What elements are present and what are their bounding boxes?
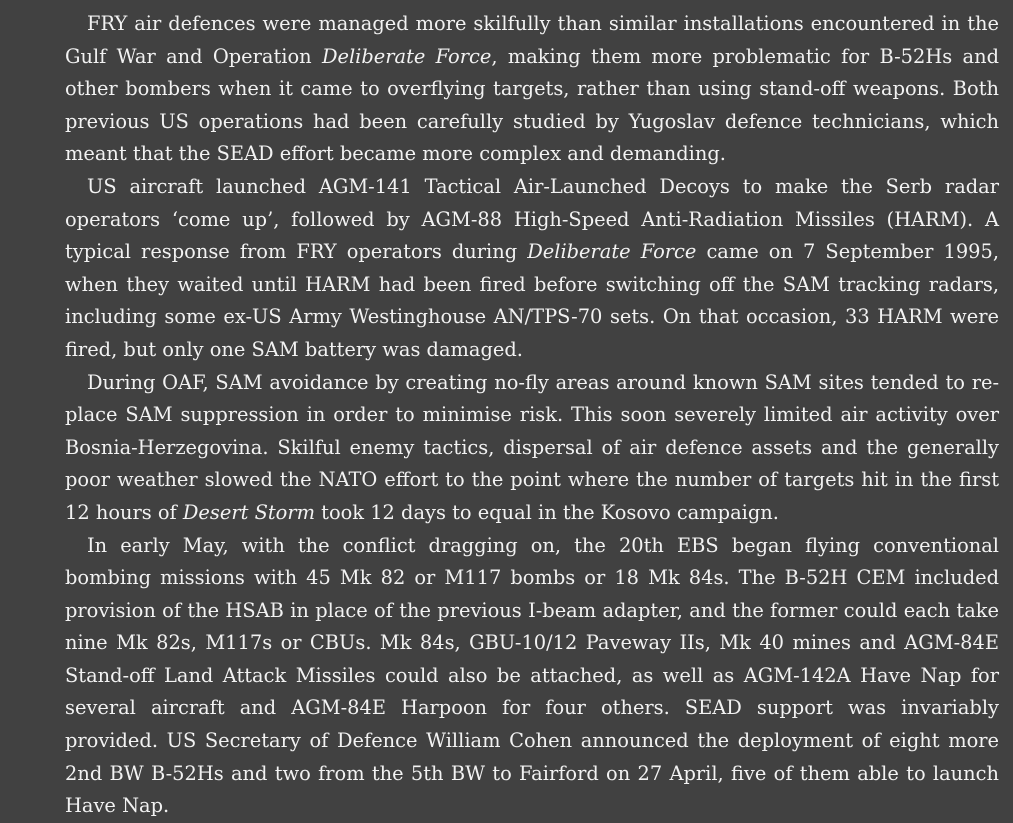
- text-run: FRY air defences were managed more skilfully than similar installations encountered in the Gulf War and Operation: [65, 12, 999, 68]
- italic-operation-name: Deliberate Force: [321, 44, 492, 68]
- text-run: During OAF, SAM avoidance by creating no-fly areas around known SAM sites tended to replace SAM suppression in order to minimise risk. This soon severely limited air activity over Bosnia-Herzegovina. Skilful enemy tactics, dispersal of air defence assets and the generally poor weather slowed the NATO effort to the point where the number of targets hit in the first 12 hours of: [65, 370, 999, 524]
- italic-operation-name: Deliberate Force: [527, 240, 697, 264]
- text-run: In early May, with the conflict dragging on, the 20th EBS began flying conventional bombing missions with 45 Mk 82 or M117 bombs or 18 Mk 84s. The B-52H CEM included provision of the HSAB in place of the previous I-beam adapter, and the former could each take nine Mk 82s, M117s or CBUs. Mk 84s, GBU-10/12 Paveway IIs, Mk 40 mines and AGM-84E Stand-off Land Attack Missiles could also be attached, as well as AGM-142A Have Nap for several aircraft and AGM-84E Harpoon for four others. SEAD support was invariably provided. US Secretary of Defence William Cohen announced the deployment of eight more 2nd BW B-52Hs and two from the 5th BW to Fairford on 27 April, five of them able to launch Have Nap.: [65, 533, 999, 818]
- paragraph-early-may-bombing: [65, 530, 999, 823]
- paragraph-fry-air-defences: [65, 8, 999, 171]
- paragraph-oaf-sam-avoidance: [65, 367, 999, 530]
- italic-operation-name: Desert Storm: [182, 500, 315, 524]
- paragraph-us-aircraft-decoys: [65, 171, 999, 367]
- text-run: took 12 days to equal in the Kosovo campaign.: [314, 500, 779, 524]
- text-run: US aircraft launched AGM-141 Tactical Air-Launched Decoys to make the Serb radar operators ‘come up’, followed by AGM-88 High-Speed Anti-Radiation Missiles (HARM). A typical response from FRY operators during: [65, 174, 999, 264]
- text-run: came on 7 September 1995, when they waited until HARM had been fired before switching off the SAM tracking radars, including some ex-US Army Westinghouse AN/TPS-70 sets. On that occasion, 33 HARM were fired, but only one SAM battery was damaged.: [65, 240, 999, 361]
- text-run: , making them more problematic for B-52Hs and other bombers when it came to overflying targets, rather than using stand-off weapons. Both previous US operations had been carefully studied by Yugoslav defence technicians, which meant that the SEAD effort became more complex and demanding.: [65, 44, 999, 166]
